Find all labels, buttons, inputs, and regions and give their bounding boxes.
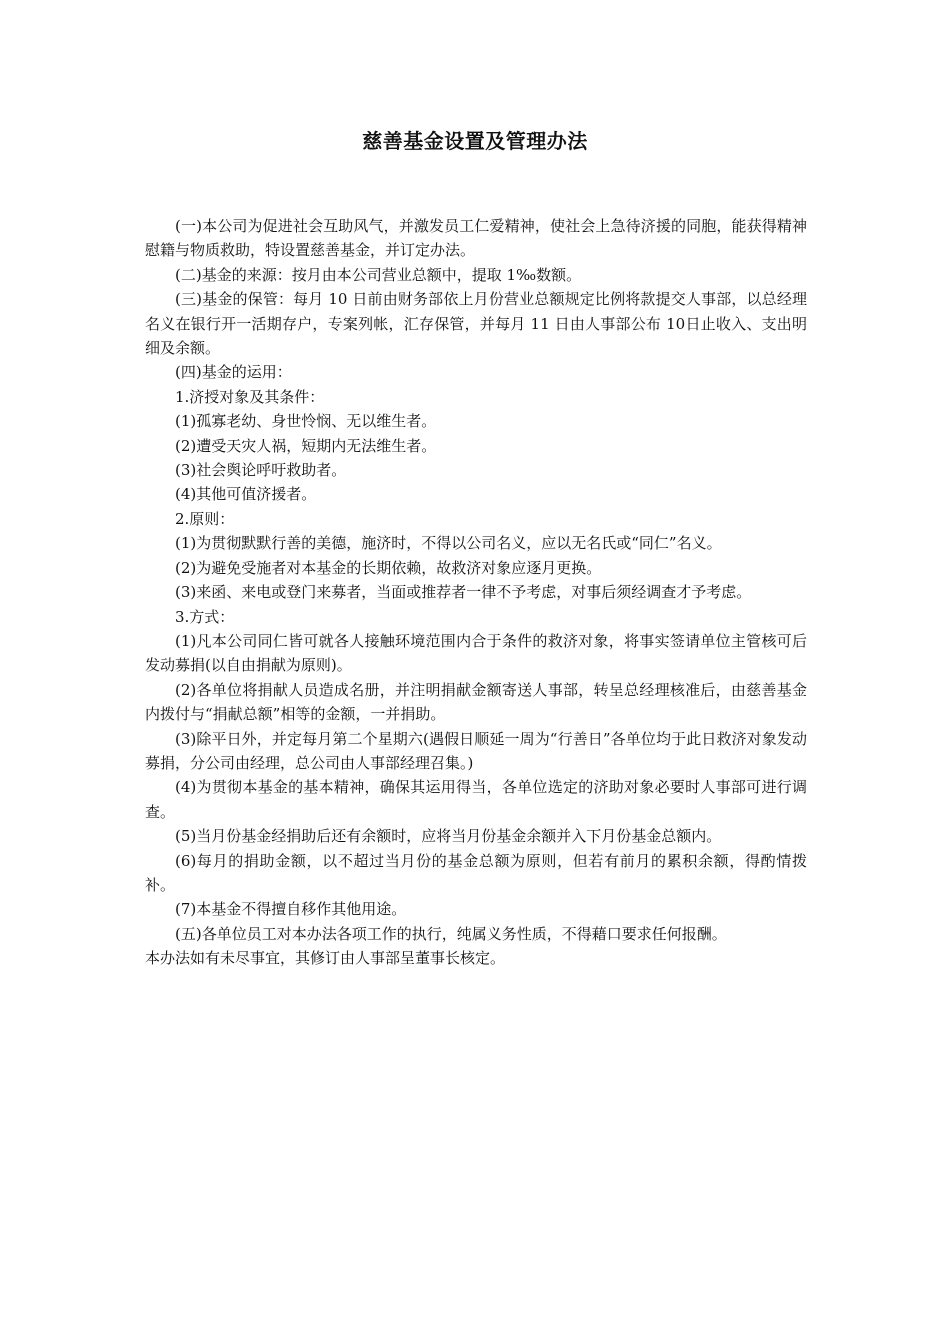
paragraph-18: (4)为贯彻本基金的基本精神，确保其运用得当，各单位选定的济助对象必要时人事部可进行调查。 [145, 778, 807, 821]
paragraph-7: (2)遭受天灾人祸，短期内无法维生者。 [175, 436, 437, 455]
paragraph-10: 2.原则： [175, 509, 235, 528]
closing-paragraph: 本办法如有未尽事宜，其修订由人事部呈董事长核定。 [145, 949, 506, 968]
document-title: 慈善基金设置及管理办法 [362, 129, 588, 153]
paragraph-3: (三)基金的保管：每月 10 日前由财务部依上月份营业总额规定比例将款提交人事部，以总经理名义在银行开一活期存户，专案列帐，汇存保管，并每月 11 日由人事部公布 10日止收入、支出明细及余额。 [145, 290, 807, 358]
paragraph-16: (2)各单位将捐献人员造成名册，并注明捐献金额寄送人事部，转呈总经理核准后，由慈善基金内拨付与“捐献总额”相等的金额，一并捐助。 [145, 680, 807, 724]
paragraph-20: (6)每月的捐助金额，以不超过当月份的基金总额为原则，但若有前月的累积余额，得酌情拨补。 [145, 851, 807, 894]
document-body [145, 214, 807, 971]
paragraph-13: (3)来函、来电或登门来募者，当面或推荐者一律不予考虑，对事后须经调查才予考虑。 [175, 583, 752, 602]
paragraph-4: (四)基金的运用： [175, 363, 292, 382]
paragraph-19: (5)当月份基金经捐助后还有余额时，应将当月份基金余额并入下月份基金总额内。 [175, 827, 722, 846]
paragraph-6: (1)孤寡老幼、身世怜悯、无以维生者。 [175, 412, 437, 431]
paragraph-14: 3.方式： [175, 607, 235, 626]
paragraph-2: (二)基金的来源：按月由本公司营业总额中，提取 1‰数额。 [175, 265, 582, 284]
paragraph-11: (1)为贯彻默默行善的美德，施济时，不得以公司名义，应以无名氏或“同仁”名义。 [175, 534, 722, 553]
paragraph-21: (7)本基金不得擅自移作其他用途。 [175, 900, 407, 919]
paragraph-5: 1.济授对象及其条件： [175, 387, 325, 406]
paragraph-17: (3)除平日外，并定每月第二个星期六(遇假日顺延一周为“行善日”各单位均于此日救济对象发动募捐，分公司由经理，总公司由人事部经理召集。) [145, 729, 807, 772]
paragraph-22: (五)各单位员工对本办法各项工作的执行，纯属义务性质，不得藉口要求任何报酬。 [175, 924, 727, 943]
paragraph-12: (2)为避免受施者对本基金的长期依赖，故救济对象应逐月更换。 [175, 558, 602, 577]
paragraph-9: (4)其他可值济援者。 [175, 485, 317, 504]
paragraph-1: (一)本公司为促进社会互助风气，并激发员工仁爱精神，使社会上急待济援的同胞，能获得精神慰籍与物质救助，特设置慈善基金，并订定办法。 [145, 217, 807, 260]
paragraph-15: (1)凡本公司同仁皆可就各人接触环境范围内合于条件的救济对象，将事实签请单位主管核可后发动募捐(以自由捐献为原则)。 [145, 631, 807, 675]
paragraph-8: (3)社会舆论呼吁救助者。 [175, 461, 347, 480]
